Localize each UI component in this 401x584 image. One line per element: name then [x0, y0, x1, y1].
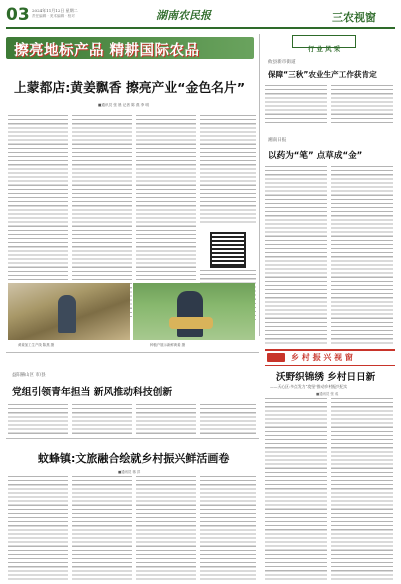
- bottom-headline: 蚊蜂镇:文旅融合绘就乡村振兴鲜活画卷: [38, 452, 230, 465]
- divider-mid: [6, 352, 259, 353]
- photo-figure-2: [177, 291, 203, 337]
- right-mid-text-4: [331, 398, 393, 580]
- qr-code: [210, 232, 246, 268]
- header-rule: [6, 27, 395, 29]
- banner-text: 擦亮地标产品 精耕国际农品: [14, 43, 200, 59]
- date-line: 2024年11月12日 星期二: [32, 8, 78, 13]
- right-top-text-2: [331, 85, 393, 125]
- right-top-text-1: [265, 85, 327, 125]
- right-top-headline: 保障“三秋”农业生产工作获肯定: [268, 70, 377, 79]
- middle-text-col-1: [8, 404, 68, 434]
- column-tag-label: 行 业 风 采: [307, 45, 341, 53]
- bottom-text-col-1: [8, 476, 68, 580]
- right-mid-text-2: [331, 166, 393, 346]
- photo-ginger-bundle: [169, 317, 213, 329]
- divider-bottom: [6, 438, 259, 439]
- right-mid-banner-text: 乡 村 振 兴 视 窗: [291, 353, 353, 362]
- caption-right: 种植户展示新鲜黄姜 摄: [150, 343, 185, 347]
- right-mid-text-3: [265, 398, 327, 580]
- editor-line: 责任编辑 · 美术编辑 · 校对: [32, 14, 75, 18]
- middle-kicker: 益阳赫山区 市/县: [12, 373, 46, 378]
- main-byline: ■通讯员 张 晨 记者 陈 燕 李 明: [98, 103, 149, 107]
- right-mid-headline: 沃野织锦绣 乡村日日新: [276, 372, 376, 383]
- middle-headline: 党组引领青年担当 新风推动科技创新: [12, 387, 173, 398]
- right-mid-byline: ■通讯员 张 成: [316, 392, 339, 396]
- right-mid-banner: [265, 349, 395, 366]
- bottom-byline: ■通讯员 蒋 洋: [118, 470, 141, 474]
- bottom-text-col-4: [200, 476, 256, 580]
- right-top-kicker-2: 湘南日报: [268, 138, 287, 143]
- column-divider: [259, 34, 260, 336]
- right-mid-banner-icon: [267, 353, 285, 362]
- caption-left: 黄姜加工生产线 陈燕 摄: [18, 343, 55, 347]
- right-mid-text-1: [265, 166, 327, 346]
- photo-farmer-ginger: [133, 283, 255, 340]
- photo-ginger-processing: [8, 283, 130, 340]
- middle-text-col-3: [136, 404, 196, 434]
- middle-text-col-2: [72, 404, 132, 434]
- right-top-kicker: 攸县新市街道: [268, 60, 296, 65]
- column-tag: [292, 35, 356, 53]
- bottom-text-col-2: [72, 476, 132, 580]
- page-number: 03: [6, 5, 30, 25]
- page-header: [6, 6, 395, 26]
- section-name: 三农视窗: [332, 11, 376, 24]
- right-top-headline-2: 以药为“笔” 点草成“金”: [268, 151, 363, 161]
- main-headline: 上蒙都店:黄姜飘香 擦亮产业“金色名片”: [14, 81, 246, 96]
- bottom-text-col-3: [136, 476, 196, 580]
- banner: [6, 37, 254, 59]
- main-text-col-4: [200, 115, 256, 225]
- right-mid-subhead: ——天心区:多点发力“攻坚”推动乡村振兴纪实: [270, 384, 348, 389]
- photo-figure: [58, 295, 76, 333]
- paper-logo: 湖南农民报: [156, 9, 211, 22]
- middle-text-col-4: [200, 404, 256, 434]
